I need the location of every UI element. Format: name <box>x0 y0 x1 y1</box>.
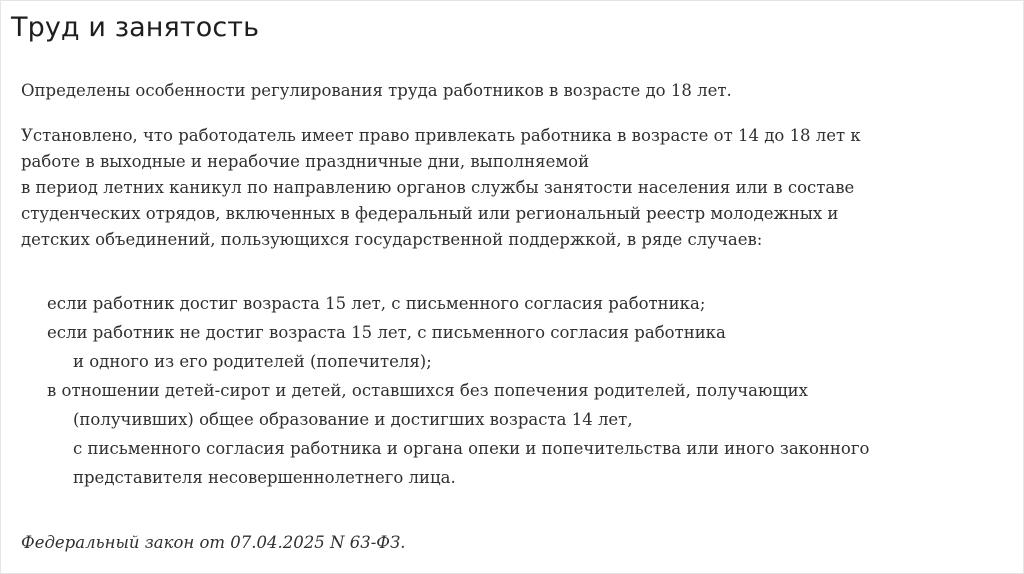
main-paragraph <box>21 123 1011 253</box>
intro-paragraph <box>21 78 1011 104</box>
cases-list <box>47 289 1017 492</box>
main-paragraph-line: студенческих отрядов, включенных в федеральный или региональный реестр молодежных и <box>21 204 839 223</box>
case-line: представителя несовершеннолетнего лица. <box>73 468 456 487</box>
case-line: с письменного согласия работника и органа опеки и попечительства или иного законного <box>73 439 870 458</box>
main-paragraph-line: детских объединений, пользующихся государственной поддержкой, в ряде случаев: <box>21 230 763 249</box>
case-line: и одного из его родителей (попечителя); <box>73 352 432 371</box>
source-citation: Федеральный закон от 07.04.2025 N 63-ФЗ. <box>21 533 406 552</box>
case-item <box>47 289 1017 318</box>
main-paragraph-line: работе в выходные и нерабочие праздничные дни, выполняемой <box>21 152 590 171</box>
case-item <box>47 318 1017 376</box>
case-line: в отношении детей-сирот и детей, оставшихся без попечения родителей, получающих <box>47 381 808 400</box>
case-line: если работник достиг возраста 15 лет, с письменного согласия работника; <box>47 294 706 313</box>
main-paragraph-line: в период летних каникул по направлению органов службы занятости населения или в составе <box>21 178 855 197</box>
case-item <box>47 376 1017 492</box>
main-paragraph-line: Установлено, что работодатель имеет право привлекать работника в возрасте от 14 до 18 лет к <box>21 126 861 145</box>
case-line: (получивших) общее образование и достигших возраста 14 лет, <box>73 410 633 429</box>
slide-title: Труд и занятость <box>11 12 260 43</box>
case-line: если работник не достиг возраста 15 лет, с письменного согласия работника <box>47 323 726 342</box>
intro-text: Определены особенности регулирования труда работников в возрасте до 18 лет. <box>21 81 732 100</box>
